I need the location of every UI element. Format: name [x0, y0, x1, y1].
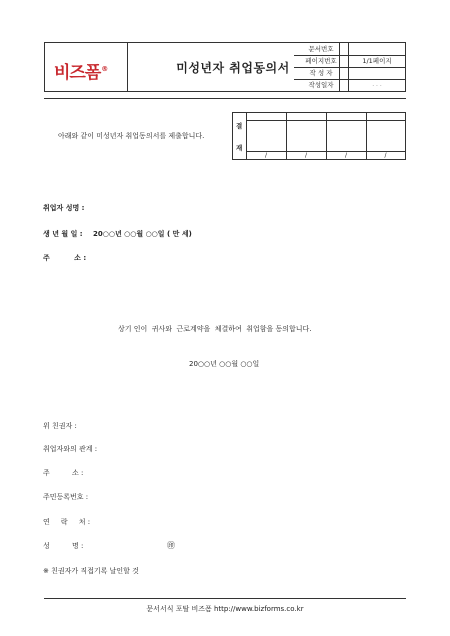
approval-label	[233, 113, 247, 159]
footer-divider	[44, 598, 406, 599]
consent-statement: 상기 인이 귀사와 근로계약을 체결하여 취업함을 동의합니다.	[118, 325, 312, 333]
applicant-birth-value: 20○○년 ○○월 ○○일 ( 만 세)	[93, 230, 192, 238]
applicant-address-label: 주 소 :	[43, 254, 87, 262]
guardian-address-label: 주 소 :	[43, 469, 84, 477]
meta-value: 1/1페이지	[362, 57, 392, 65]
guardian-label: 위 친권자 :	[43, 422, 77, 430]
logo-area	[45, 43, 128, 91]
header-divider	[44, 98, 406, 99]
resident-number-label: 주민등록번호 :	[43, 493, 89, 501]
meta-label: 페이지번호	[294, 55, 349, 67]
note-text: ※ 친권자가 직접기록 날인할 것	[43, 567, 139, 575]
approval-slot[interactable]	[286, 113, 327, 159]
meta-value: . . .	[372, 81, 382, 88]
approval-label-bottom: 재	[236, 144, 243, 152]
meta-label: 작 성 자	[294, 67, 349, 79]
meta-value	[349, 43, 405, 55]
guardian-name-label: 성 명 :	[43, 542, 84, 550]
approval-slot[interactable]	[326, 113, 367, 159]
meta-label: 문서번호	[294, 43, 349, 55]
bizforms-logo: 비즈폼®	[54, 63, 108, 83]
approval-date: /	[286, 151, 326, 160]
consent-date: 20○○년 ○○월 ○○일	[189, 360, 260, 368]
approval-label-top: 결	[236, 122, 243, 130]
intro-text: 아래와 같이 미성년자 취업동의서를 제출합니다.	[58, 132, 205, 140]
footer-text: 문서서식 포탈 비즈폼 http://www.bizforms.co.kr	[146, 605, 304, 613]
meta-value	[349, 67, 405, 79]
applicant-birth-label: 생 년 월 일 :	[43, 230, 83, 238]
approval-slot[interactable]	[246, 113, 287, 159]
relationship-label: 취업자와의 관계 :	[43, 445, 98, 453]
approval-date: /	[246, 151, 286, 160]
document-title: 미성년자 취업동의서	[127, 43, 340, 91]
approval-date: /	[326, 151, 366, 160]
applicant-name-label: 취업자 성명 :	[43, 204, 85, 212]
seal-mark: ㊞	[167, 541, 175, 550]
meta-table	[294, 43, 406, 91]
approval-slot[interactable]	[366, 113, 405, 159]
contact-label: 연 락 처 :	[43, 518, 91, 526]
meta-label: 작성일자	[294, 79, 349, 91]
approval-date: /	[366, 151, 405, 160]
approval-table	[232, 112, 406, 160]
meta-row	[294, 79, 406, 91]
